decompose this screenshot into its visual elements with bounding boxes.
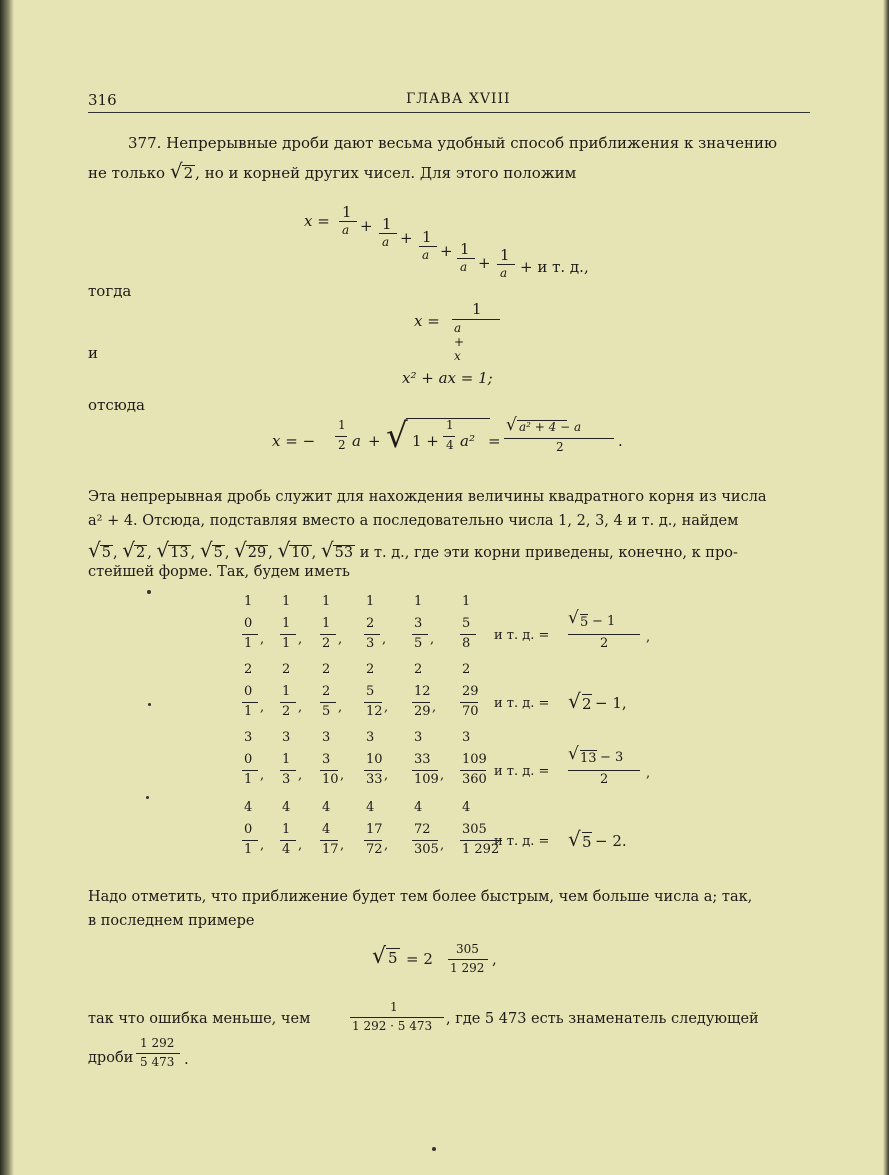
result-radicand: 2	[582, 695, 592, 713]
cf-partial-quotient: 3	[366, 730, 375, 745]
cf-partial-quotient: 1	[282, 594, 291, 609]
speck	[147, 590, 151, 594]
comma: ,	[260, 838, 265, 853]
para3-line-2: в последнем примере	[88, 913, 255, 929]
convergent-numerator: 10	[366, 752, 383, 767]
convergent-denominator: 360	[462, 772, 487, 787]
fraction-bar	[460, 702, 478, 703]
convergent-numerator: 0	[244, 822, 253, 837]
convergent-numerator: 17	[366, 822, 383, 837]
radicand: 2	[183, 164, 194, 182]
sqrt-sign: √	[372, 944, 387, 969]
etc-equals: и т. д. =	[494, 834, 550, 849]
cf-partial-quotient: 2	[462, 662, 471, 677]
fraction-bar	[320, 770, 338, 771]
fraction-bar	[242, 770, 258, 771]
convergent-numerator: 0	[244, 616, 253, 631]
comma: ,	[340, 838, 345, 853]
fraction-bar	[280, 702, 296, 703]
word-and: и	[88, 344, 98, 362]
comma: ,	[260, 768, 265, 783]
etc-equals: и т. д. =	[494, 628, 550, 643]
intro-text-b: , но и корней других чисел. Для этого положим	[195, 164, 577, 182]
result-denominator: 2	[600, 772, 609, 787]
etc-equals: и т. д. =	[494, 696, 550, 711]
convergent-denominator: 2	[322, 636, 331, 651]
fraction-bar	[364, 634, 380, 635]
fraction-bar	[412, 840, 438, 841]
fraction-bar	[320, 634, 336, 635]
fraction-bar	[242, 702, 258, 703]
fraction-bar	[412, 634, 428, 635]
para4-frac-2: 1 292 5 473	[136, 1036, 186, 1076]
para2-line-2: a² + 4. Отсюда, подставляя вместо a последовательно числа 1, 2, 3, 4 и т. д., найдем	[88, 513, 739, 529]
fraction-bar	[412, 770, 438, 771]
eq4: x = − 1 2 a + √ 1 + 1 4 a² = √ a² + 4 − a 2 .	[272, 415, 623, 456]
fraction-bar	[280, 770, 296, 771]
comma: ,	[440, 768, 445, 783]
convergent-denominator: 33	[366, 772, 383, 787]
convergent-numerator: 3	[414, 616, 423, 631]
para2-line-1: Эта непрерывная дробь служит для нахождения величины квадратного корня из числа	[88, 489, 767, 505]
para2-line-3: √5 , √2 , √13 , √5 , √29 , √10 , √53 и т. д., где эти корни приведены, конечно, к про-	[88, 538, 738, 562]
eq1-tail: + и т. д.,	[520, 258, 589, 276]
cf-partial-quotient: 3	[282, 730, 291, 745]
result-after: − 1,	[595, 694, 627, 712]
comma: ,	[338, 700, 343, 715]
convergent-numerator: 1	[322, 616, 331, 631]
para4-end: .	[184, 1050, 189, 1068]
fraction-bar	[242, 634, 258, 635]
convergent-denominator: 109	[414, 772, 439, 787]
sqrt-sign: √	[169, 159, 183, 183]
sqrt-sign: √	[386, 416, 408, 456]
convergent-numerator: 33	[414, 752, 431, 767]
convergent-numerator: 1	[282, 684, 291, 699]
para4-b: , где 5 473 есть знаменатель следующей	[446, 1011, 759, 1027]
convergent-numerator: 1	[282, 752, 291, 767]
para2-line-4: стейшей форме. Так, будем иметь	[88, 564, 350, 580]
comma: ,	[298, 632, 303, 647]
intro-text-a: не только	[88, 164, 166, 182]
comma: ,	[260, 700, 265, 715]
cf-partial-quotient: 3	[462, 730, 471, 745]
convergents-table	[238, 594, 658, 864]
convergent-denominator: 1 292	[462, 842, 500, 857]
comma: ,	[298, 768, 303, 783]
convergent-denominator: 3	[282, 772, 291, 787]
convergent-numerator: 2	[322, 684, 331, 699]
header-rule	[88, 112, 810, 113]
comma: ,	[338, 632, 343, 647]
convergent-numerator: 29	[462, 684, 479, 699]
cf-partial-quotient: 2	[414, 662, 423, 677]
result-end: ,	[646, 630, 651, 645]
fraction-bar	[364, 840, 382, 841]
page-number: 316	[88, 91, 117, 109]
fraction-bar	[320, 840, 338, 841]
convergent-denominator: 1	[244, 704, 253, 719]
sqrt-sign: √	[506, 415, 517, 435]
convergent-denominator: 5	[414, 636, 423, 651]
fraction-bar	[364, 770, 382, 771]
cf-partial-quotient: 1	[462, 594, 471, 609]
convergent-denominator: 8	[462, 636, 471, 651]
sqrt-sign: √	[568, 744, 579, 764]
eq2-lhs: x =	[414, 312, 440, 330]
fraction-bar	[364, 702, 382, 703]
comma: ,	[432, 700, 437, 715]
cf-partial-quotient: 4	[244, 800, 253, 815]
comma: ,	[298, 700, 303, 715]
result-fraction-bar	[568, 770, 640, 771]
cf-partial-quotient: 3	[322, 730, 331, 745]
fraction-bar	[412, 702, 430, 703]
speck	[432, 1147, 436, 1151]
comma: ,	[384, 700, 389, 715]
convergent-numerator: 72	[414, 822, 431, 837]
convergent-denominator: 1	[244, 772, 253, 787]
convergent-numerator: 5	[462, 616, 471, 631]
result-denominator: 2	[600, 636, 609, 651]
convergent-numerator: 5	[366, 684, 375, 699]
cf-partial-quotient: 4	[322, 800, 331, 815]
convergent-numerator: 12	[414, 684, 431, 699]
comma: ,	[260, 632, 265, 647]
speck	[148, 703, 151, 706]
convergent-denominator: 1	[244, 636, 253, 651]
comma: ,	[298, 838, 303, 853]
convergent-numerator: 3	[322, 752, 331, 767]
convergent-denominator: 3	[366, 636, 375, 651]
convergent-denominator: 72	[366, 842, 383, 857]
convergent-numerator: 0	[244, 752, 253, 767]
intro-line-2	[88, 159, 576, 183]
result-radicand: 5	[582, 833, 592, 851]
convergent-denominator: 70	[462, 704, 479, 719]
cf-partial-quotient: 4	[366, 800, 375, 815]
convergent-denominator: 12	[366, 704, 383, 719]
result-after: − 2.	[595, 832, 627, 850]
convergent-denominator: 17	[322, 842, 339, 857]
convergent-denominator: 1	[282, 636, 291, 651]
eq1-lhs: x =	[304, 212, 330, 230]
cf-partial-quotient: 1	[366, 594, 375, 609]
cf-partial-quotient: 4	[414, 800, 423, 815]
fraction-bar	[460, 634, 476, 635]
convergent-numerator: 305	[462, 822, 487, 837]
convergent-denominator: 4	[282, 842, 291, 857]
page-edge-left	[0, 0, 14, 1175]
sqrt-sign: √	[568, 689, 581, 713]
cf-partial-quotient: 2	[282, 662, 291, 677]
comma: ,	[384, 768, 389, 783]
cf-partial-quotient: 4	[462, 800, 471, 815]
cf-partial-quotient: 1	[322, 594, 331, 609]
cf-partial-quotient: 4	[282, 800, 291, 815]
cf-partial-quotient: 1	[414, 594, 423, 609]
intro-line-1: 377. Непрерывные дроби дают весьма удобный способ приближения к значению	[128, 134, 778, 152]
convergent-denominator: 1	[244, 842, 253, 857]
eq3: x² + ax = 1;	[402, 369, 493, 387]
result-radicand: 13	[580, 751, 597, 766]
convergent-denominator: 29	[414, 704, 431, 719]
eq5: √ 5 = 2 305 1 292 ,	[372, 942, 497, 975]
sqrt-sign: √	[568, 827, 581, 851]
word-hence: отсюда	[88, 396, 145, 414]
cf-partial-quotient: 2	[322, 662, 331, 677]
convergent-numerator: 109	[462, 752, 487, 767]
sqrt-sign: √	[568, 608, 579, 628]
result-end: ,	[646, 766, 651, 781]
cf-partial-quotient: 2	[366, 662, 375, 677]
fraction-bar	[280, 840, 296, 841]
comma: ,	[382, 632, 387, 647]
convergent-numerator: 4	[322, 822, 331, 837]
comma: ,	[340, 768, 345, 783]
convergent-denominator: 2	[282, 704, 291, 719]
convergent-numerator: 1	[282, 616, 291, 631]
para4-c: дроби	[88, 1050, 134, 1066]
comma: ,	[440, 838, 445, 853]
page-edge-right	[883, 0, 889, 1175]
speck	[146, 796, 149, 799]
word-then: тогда	[88, 282, 132, 300]
cf-partial-quotient: 2	[244, 662, 253, 677]
convergent-numerator: 0	[244, 684, 253, 699]
result-after: − 1	[592, 614, 616, 629]
result-after: − 3	[600, 750, 624, 765]
fraction-bar	[320, 702, 336, 703]
convergent-numerator: 1	[282, 822, 291, 837]
comma: ,	[430, 632, 435, 647]
fraction-bar	[460, 770, 486, 771]
comma: ,	[384, 838, 389, 853]
cf-partial-quotient: 3	[244, 730, 253, 745]
convergent-denominator: 10	[322, 772, 339, 787]
convergent-denominator: 5	[322, 704, 331, 719]
etc-equals: и т. д. =	[494, 764, 550, 779]
fraction-bar	[280, 634, 296, 635]
result-fraction-bar	[568, 634, 640, 635]
fraction-bar	[242, 840, 258, 841]
cf-partial-quotient: 1	[244, 594, 253, 609]
convergent-numerator: 2	[366, 616, 375, 631]
cf-partial-quotient: 3	[414, 730, 423, 745]
chapter-title: ГЛАВА XVIII	[406, 91, 511, 107]
para3-line-1: Надо отметить, что приближение будет тем более быстрым, чем больше числа a; так,	[88, 889, 753, 905]
para4-a: так что ошибка меньше, чем	[88, 1011, 311, 1027]
convergent-denominator: 305	[414, 842, 439, 857]
result-radicand: 5	[580, 615, 589, 630]
para4-frac: 1 1 292 · 5 473	[350, 1000, 446, 1040]
